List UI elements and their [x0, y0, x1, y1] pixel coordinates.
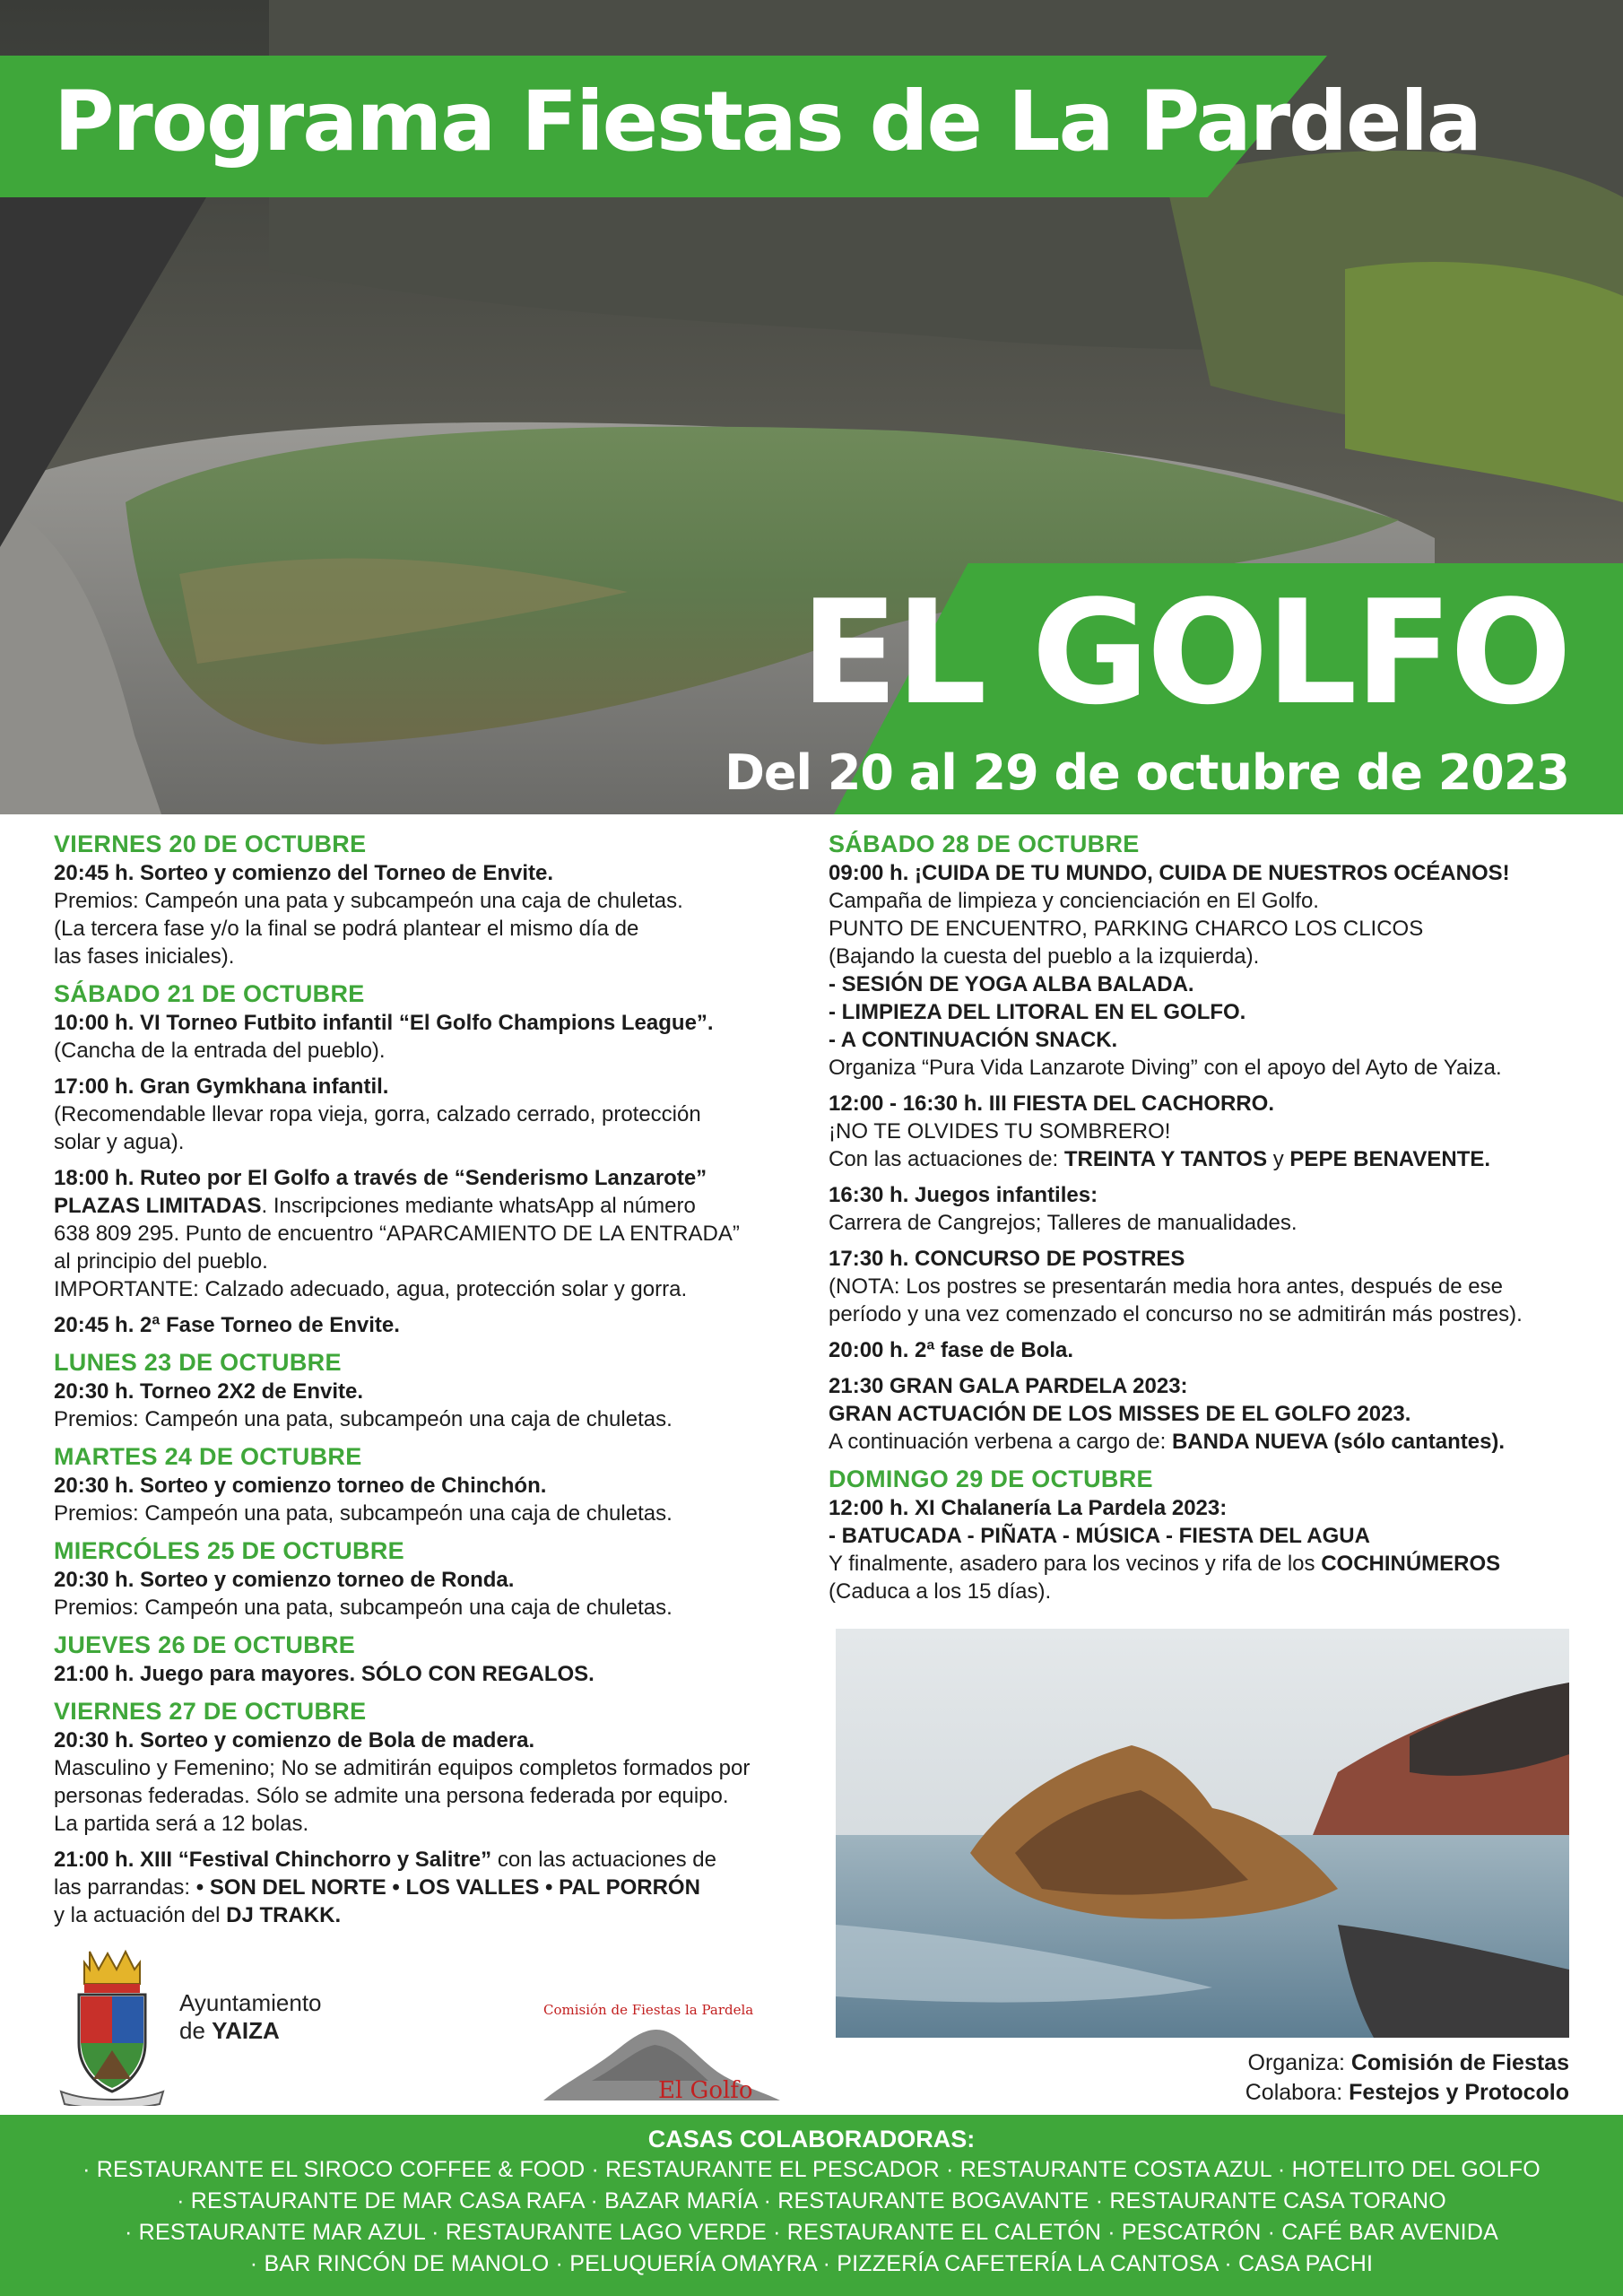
event-title: 10:00 h. VI Torneo Futbito infantil “El Golfo Champions League”.: [54, 1011, 714, 1035]
event-detail: [829, 1145, 1587, 1173]
event-detail-text: Con las actuaciones de:: [829, 1147, 1064, 1171]
day-block: [829, 1464, 1587, 1605]
program-right-column: [829, 825, 1587, 1613]
event: [829, 1372, 1587, 1456]
event-title: 20:30 h. Sorteo y comienzo torneo de Ronda.: [54, 1568, 515, 1592]
day-heading: DOMINGO 29 DE OCTUBRE: [829, 1465, 1153, 1492]
festival-title-rest: con las actuaciones de: [491, 1848, 716, 1872]
event-detail: PUNTO DE ENCUENTRO, PARKING CHARCO LOS CLICOS: [829, 917, 1424, 941]
event-detail: al principio del pueblo.: [54, 1249, 268, 1274]
event-detail-text: y: [1267, 1147, 1290, 1171]
yaiza-label: [179, 1989, 322, 2045]
day-block: [54, 1630, 807, 1688]
event-detail: [54, 1192, 807, 1220]
event-detail: Organiza “Pura Vida Lanzarote Diving” con el apoyo del Ayto de Yaiza.: [829, 1056, 1502, 1080]
yaiza-label-line2: [179, 2017, 322, 2045]
festival-dates: Del 20 al 29 de octubre de 2023: [725, 744, 1569, 801]
festival-parrandas-label: las parrandas:: [54, 1875, 196, 1900]
event-detail-text: Y finalmente, asadero para los vecinos y rifa de los: [829, 1552, 1322, 1576]
town-name: EL GOLFO: [800, 569, 1569, 736]
event-detail: personas federadas. Sólo se admite una persona federada por equipo.: [54, 1784, 729, 1808]
event-detail: (Cancha de la entrada del pueblo).: [54, 1039, 386, 1063]
sponsors-title: CASAS COLABORADORAS:: [647, 2126, 976, 2152]
event-detail: (Recomendable llevar ropa vieja, gorra, calzado cerrado, protección: [54, 1102, 701, 1126]
event-detail: Campaña de limpieza y concienciación en El Golfo.: [829, 889, 1319, 913]
event: [54, 1311, 807, 1339]
event-detail-text: A continuación verbena a cargo de:: [829, 1430, 1172, 1454]
sponsors-footer: [0, 2115, 1623, 2296]
event: [829, 1494, 1587, 1605]
event-highlight: PEPE BENAVENTE.: [1289, 1147, 1491, 1171]
event-activity: - LIMPIEZA DEL LITORAL EN EL GOLFO.: [829, 1000, 1246, 1024]
event-title: 20:45 h. Sorteo y comienzo del Torneo de Envite.: [54, 861, 554, 885]
event-activity: - BATUCADA - PIÑATA - MÚSICA - FIESTA DEL AGUA: [829, 1524, 1370, 1548]
event: [54, 1846, 807, 1929]
festival-title: 21:00 h. XIII “Festival Chinchorro y Salitre”: [54, 1848, 492, 1872]
day-block: [54, 1347, 807, 1433]
comision-place: El Golfo: [658, 2077, 753, 2104]
coast-photo-scene: [836, 1629, 1569, 2038]
yaiza-label-prefix: de: [179, 2017, 213, 2044]
day-heading: MIERCÓLES 25 DE OCTUBRE: [54, 1537, 404, 1564]
event: [829, 1336, 1587, 1364]
day-block: [54, 1535, 807, 1622]
poster-title: Programa Fiestas de La Pardela: [54, 74, 1480, 170]
event-detail: Premios: Campeón una pata y subcampeón una caja de chuletas.: [54, 889, 683, 913]
comision-fiestas-logo: [538, 1995, 789, 2111]
event: [54, 1472, 807, 1527]
event: [54, 859, 807, 970]
event-detail-text: . Inscripciones mediante whatsApp al número: [261, 1194, 696, 1218]
event-title: 18:00 h. Ruteo por El Golfo a través de “Senderismo Lanzarote”: [54, 1166, 707, 1190]
event-title: [54, 1846, 807, 1874]
event-title: 20:30 h. Sorteo y comienzo torneo de Chinchón.: [54, 1474, 547, 1498]
event-highlight: PLAZAS LIMITADAS: [54, 1194, 262, 1218]
event: [54, 1009, 807, 1065]
event-title: 17:30 h. CONCURSO DE POSTRES: [829, 1247, 1185, 1271]
event-activity: - SESIÓN DE YOGA ALBA BALADA.: [829, 972, 1194, 996]
program-left-column: [54, 825, 807, 1937]
day-heading: JUEVES 26 DE OCTUBRE: [54, 1631, 356, 1658]
event-title: GRAN ACTUACIÓN DE LOS MISSES DE EL GOLFO 2023.: [829, 1402, 1411, 1426]
event-highlight: COCHINÚMEROS: [1321, 1552, 1501, 1576]
day-block: [54, 1441, 807, 1527]
collaborator-label: Colabora:: [1245, 2080, 1350, 2105]
day-block: [829, 829, 1587, 1456]
event-title: 12:00 h. XI Chalanería La Pardela 2023:: [829, 1496, 1228, 1520]
event-highlight: BANDA NUEVA (sólo cantantes).: [1171, 1430, 1506, 1454]
event-detail: [54, 1874, 807, 1901]
event-detail: (NOTA: Los postres se presentarán media hora antes, después de ese: [829, 1274, 1503, 1299]
event-title: 17:00 h. Gran Gymkhana infantil.: [54, 1074, 389, 1099]
event: [54, 1726, 807, 1838]
day-heading: VIERNES 27 DE OCTUBRE: [54, 1698, 367, 1725]
event-detail: (La tercera fase y/o la final se podrá plantear el mismo día de: [54, 917, 639, 941]
collaborator-line: [1245, 2078, 1569, 2108]
day-heading: MARTES 24 DE OCTUBRE: [54, 1443, 362, 1470]
day-heading: SÁBADO 28 DE OCTUBRE: [829, 831, 1140, 857]
festival-parrandas: • SON DEL NORTE • LOS VALLES • PAL PORRÓN: [195, 1875, 700, 1900]
event: [54, 1660, 807, 1688]
event-activity: - A CONTINUACIÓN SNACK.: [829, 1028, 1118, 1052]
event-title: 21:00 h. Juego para mayores. SÓLO CON REGALOS.: [54, 1662, 595, 1686]
festival-dj-label: y la actuación del: [54, 1903, 227, 1927]
event-detail: Premios: Campeón una pata, subcampeón una caja de chuletas.: [54, 1596, 673, 1620]
yaiza-coat-of-arms-icon: [54, 1944, 170, 2106]
event-detail: Premios: Campeón una pata, subcampeón una caja de chuletas.: [54, 1501, 673, 1526]
event-detail: las fases iniciales).: [54, 944, 235, 969]
event-title: 12:00 - 16:30 h. III FIESTA DEL CACHORRO.: [829, 1091, 1274, 1116]
event-detail: ¡NO TE OLVIDES TU SOMBRERO!: [829, 1119, 1171, 1144]
event: [54, 1378, 807, 1433]
day-block: [54, 1696, 807, 1929]
sponsors-line: · BAR RINCÓN DE MANOLO · PELUQUERÍA OMAYRA · PIZZERÍA CAFETERÍA LA CANTOSA · CASA PACHI: [249, 2251, 1374, 2276]
event-detail: Masculino y Femenino; No se admitirán equipos completos formados por: [54, 1756, 751, 1780]
collaborator-name: Festejos y Protocolo: [1349, 2080, 1569, 2105]
event-title: 20:30 h. Sorteo y comienzo de Bola de madera.: [54, 1728, 535, 1752]
coast-photo: [836, 1629, 1569, 2038]
sponsors-line: · RESTAURANTE EL SIROCO COFFEE & FOOD · RESTAURANTE EL PESCADOR · RESTAURANTE COSTA AZUL · HOTELITO DEL GOLFO: [82, 2157, 1541, 2182]
yaiza-label-line1: Ayuntamiento: [179, 1989, 322, 2016]
event: [54, 1566, 807, 1622]
event-detail: [829, 1550, 1587, 1578]
event-title: 20:45 h. 2ª Fase Torneo de Envite.: [54, 1313, 400, 1337]
event: [829, 1090, 1587, 1173]
comision-name: Comisión de Fiestas la Pardela: [543, 2002, 754, 2018]
day-block: [54, 829, 807, 970]
event-title: 20:30 h. Torneo 2X2 de Envite.: [54, 1379, 363, 1404]
sponsors-line: · RESTAURANTE DE MAR CASA RAFA · BAZAR MARÍA · RESTAURANTE BOGAVANTE · RESTAURANTE CASA TORANO: [177, 2188, 1446, 2213]
event-detail: La partida será a 12 bolas.: [54, 1812, 309, 1836]
organizer-line: [1245, 2048, 1569, 2078]
day-heading: VIERNES 20 DE OCTUBRE: [54, 831, 367, 857]
organizer-name: Comisión de Fiestas: [1350, 2050, 1569, 2075]
event-detail: IMPORTANTE: Calzado adecuado, agua, protección solar y gorra.: [54, 1277, 688, 1301]
event-detail: 638 809 295. Punto de encuentro “APARCAMIENTO DE LA ENTRADA”: [54, 1222, 740, 1246]
sponsors-line: · RESTAURANTE MAR AZUL · RESTAURANTE LAGO VERDE · RESTAURANTE EL CALETÓN · PESCATRÓN · CAFÉ BAR AVENIDA: [125, 2220, 1498, 2245]
day-block: [54, 978, 807, 1339]
event-detail: Carrera de Cangrejos; Talleres de manualidades.: [829, 1211, 1298, 1235]
hero-photo: [0, 0, 1623, 814]
event-highlight: TREINTA Y TANTOS: [1063, 1147, 1268, 1171]
event: [829, 859, 1587, 1082]
event-title: 09:00 h. ¡CUIDA DE TU MUNDO, CUIDA DE NUESTROS OCÉANOS!: [829, 861, 1510, 885]
event-detail: [829, 1428, 1587, 1456]
credits: [1245, 2048, 1569, 2108]
event: [54, 1164, 807, 1303]
event: [829, 1245, 1587, 1328]
event-detail: (Bajando la cuesta del pueblo a la izquierda).: [829, 944, 1260, 969]
event-title: 21:30 GRAN GALA PARDELA 2023:: [829, 1374, 1188, 1398]
event: [829, 1181, 1587, 1237]
day-heading: LUNES 23 DE OCTUBRE: [54, 1349, 342, 1376]
event-detail: [54, 1901, 807, 1929]
yaiza-town-hall-logo: [54, 1944, 359, 2106]
festival-dj: DJ TRAKK.: [226, 1903, 342, 1927]
day-heading: SÁBADO 21 DE OCTUBRE: [54, 980, 365, 1007]
event: [54, 1073, 807, 1156]
event-detail: período y una vez comenzado el concurso no se admitirán más postres).: [829, 1302, 1523, 1326]
event-detail: (Caduca a los 15 días).: [829, 1579, 1052, 1604]
event-detail: solar y agua).: [54, 1130, 185, 1154]
event-title: 16:30 h. Juegos infantiles:: [829, 1183, 1098, 1207]
organizer-label: Organiza:: [1247, 2050, 1351, 2075]
event-title: 20:00 h. 2ª fase de Bola.: [829, 1338, 1073, 1362]
yaiza-label-name: YAIZA: [212, 2017, 280, 2044]
event-detail: Premios: Campeón una pata, subcampeón una caja de chuletas.: [54, 1407, 673, 1431]
